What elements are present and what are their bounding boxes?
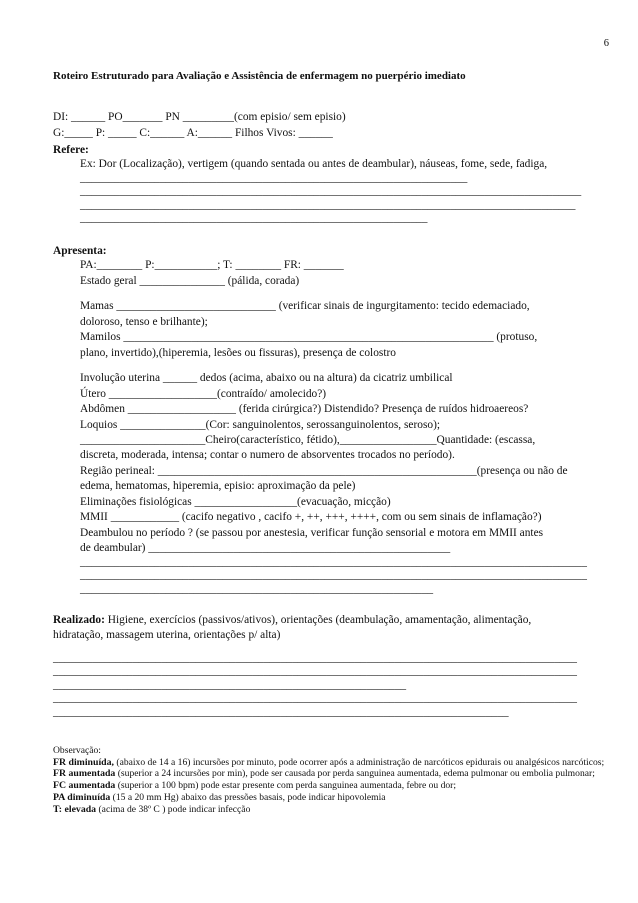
abdomen-line: Abdômen ___________________ (ferida cirúrgica?) Distendido? Presença de ruídos hidroaereos?	[80, 403, 529, 416]
document-title: Roteiro Estruturado para Avaliação e Assistência de enfermagem no puerpério imediato	[53, 70, 466, 82]
observacao-item-label: PA diminuída	[53, 791, 111, 803]
observacao-heading: Observação:	[53, 745, 101, 756]
loquios-line-2: ______________________Cheiro(característico, fétido),_________________Quantidade: (escassa,	[80, 433, 536, 446]
estado-geral-line: Estado geral _______________ (pálida, corada)	[80, 274, 300, 287]
mamilos-line: Mamilos _________________________________________________________________ (protuso,	[80, 331, 538, 344]
blank-line: _____________________________________________________________	[80, 212, 428, 225]
observacao-item-label: FC aumentada	[53, 780, 116, 791]
apresenta-section	[53, 245, 613, 596]
blank-line: ______________________________________________________________	[53, 678, 407, 691]
realizado-text-2: hidratação, massagem uterina, orientações p/ alta)	[53, 629, 281, 642]
realizado-heading: Realizado:	[53, 614, 105, 626]
blank-line: _________________________________________________________________________________________	[80, 555, 587, 568]
refere-section	[53, 144, 613, 226]
apresenta-heading: Apresenta:	[53, 245, 107, 257]
mamas-line: Mamas ____________________________ (verificar sinais de ingurgitamento: tecido edemaciado,	[80, 300, 530, 313]
header-fields	[53, 111, 613, 141]
loquios-line: Loquios _______________(Cor: sanguinolentos, serossanguinolentos, seroso);	[80, 418, 441, 431]
observacao-section	[53, 745, 613, 815]
deambulou-line-2: de deambular) _____________________________________________________	[80, 542, 451, 555]
realizado-text: Higiene, exercícios (passivos/ativos), orientações (deambulação, amamentação, alimentação,	[107, 614, 532, 626]
observacao-item	[53, 792, 613, 804]
blank-line: ______________________________________________________________	[80, 582, 434, 595]
observacao-item-text: (superior a 24 incursões por min), pode ser causada por perda sanguinea aumentada, edema pulmonar ou embolia pulmonar;	[115, 768, 595, 780]
regiao-perineal-line: Região perineal: ________________________________________________________(presença ou não de	[80, 464, 568, 477]
blank-line: ____________________________________________________________________________________________	[53, 692, 577, 705]
blank-line: ____________________________________________________________________________________________	[53, 651, 577, 664]
realizado-section	[53, 614, 613, 719]
blank-line: _______________________________________________________________________________________	[80, 198, 576, 211]
observacao-item	[53, 804, 613, 816]
observacao-item-text: (abaixo de 14 a 16) incursões por minuto, pode ocorrer após a administração de narcóticos epidurais ou analgésicos narcóticos;	[113, 756, 605, 768]
observacao-item	[53, 757, 613, 769]
observacao-item-text: (superior a 100 bpm) pode estar presente com perda sanguinea aumentada, febre ou dor;	[115, 780, 457, 791]
observacao-item-text: (acima de 38º C ) pode indicar infecção	[96, 803, 251, 815]
mamilos-line-2: plano, invertido),(hiperemia, lesões ou fissuras), presença de colostro	[80, 346, 396, 359]
mmii-line: MMII ____________ (cacifo negativo , cacifo +, ++, +++, ++++, com ou sem sinais de inflamação?)	[80, 511, 542, 524]
vitals-line: PA:________ P:___________; T: ________ FR: _______	[80, 259, 344, 272]
blank-line: ________________________________________________________________________________________	[80, 185, 582, 198]
blank-line: ____________________________________________________________________________________________	[53, 665, 577, 678]
observacao-item-label: T: elevada	[53, 803, 97, 815]
refere-text: Ex: Dor (Localização), vertigem (quando sentada ou antes de deambular), náuseas, fome, sede, fadiga,	[80, 158, 548, 171]
utero-line: Útero ___________________(contraído/ amolecido?)	[80, 387, 327, 400]
blank-line: ____________________________________________________________________	[80, 171, 468, 184]
blank-line: _________________________________________________________________________________________	[80, 569, 587, 582]
mamas-line-2: doloroso, tenso e brilhante);	[80, 315, 208, 328]
header-field-line: DI: ______ PO_______ PN _________(com episio/ sem episio)	[53, 111, 346, 123]
observacao-item	[53, 768, 613, 780]
observacao-item	[53, 780, 613, 792]
page-number: 6	[603, 38, 609, 49]
regiao-perineal-line-2: edema, hematomas, hiperemia, episio: aproximação da pele)	[80, 480, 356, 493]
deambulou-line: Deambulou no período ? (se passou por anestesia, verificar função sensorial e motora em MMII antes	[80, 526, 544, 539]
eliminacoes-line: Eliminações fisiológicas __________________(evacuação, micção)	[80, 495, 391, 508]
observacao-item-text: (15 a 20 mm Hg) abaixo das pressões basais, pode indicar hipovolemia	[110, 791, 386, 803]
observacao-item-label: FR aumentada	[53, 768, 116, 780]
refere-heading: Refere:	[53, 144, 89, 156]
blank-line: ________________________________________________________________________________	[53, 705, 509, 718]
observacao-item-label: FR diminuída,	[53, 756, 114, 768]
involucao-line: Involução uterina ______ dedos (acima, abaixo ou na altura) da cicatriz umbilical	[80, 372, 453, 385]
loquios-line-3: discreta, moderada, intensa; contar o numero de absorventes trocados no período).	[80, 449, 455, 462]
header-field-line: G:_____ P: _____ C:______ A:______ Filhos Vivos: ______	[53, 127, 333, 140]
